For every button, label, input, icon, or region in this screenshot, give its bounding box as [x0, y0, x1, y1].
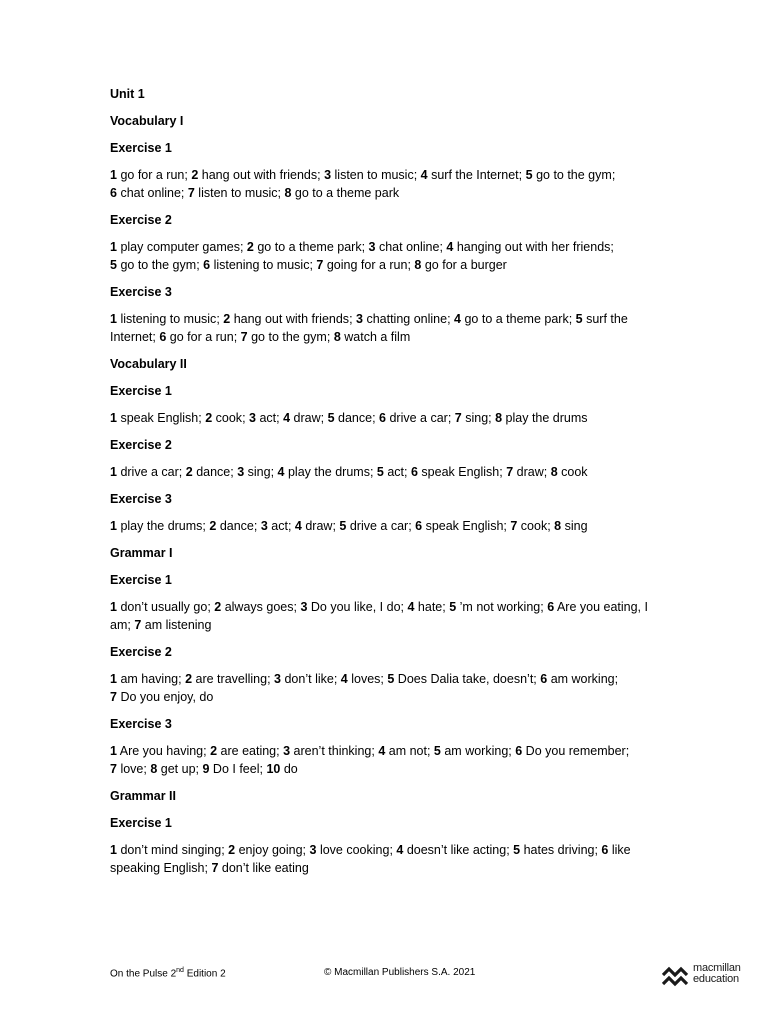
answer-number: 8: [333, 330, 341, 344]
section-heading: Exercise 3: [110, 285, 172, 299]
answer-text: play the drums: [505, 411, 588, 425]
macmillan-logo-icon: [662, 965, 690, 987]
answer-text: Do you remember: [525, 744, 626, 758]
answer-number: 6: [515, 744, 523, 758]
answer-text: draw: [516, 465, 544, 479]
answer-text: drive a car: [389, 411, 448, 425]
answer-list: 1 speak English; 2 cook; 3 act; 4 draw; 5 dance; 6 drive a car; 7 sing; 8 play the drums: [110, 411, 588, 425]
answer-text: Do you enjoy, do: [120, 690, 214, 704]
answer-text: speak English: [120, 411, 199, 425]
answer-number: 2: [223, 312, 231, 326]
answer-list: 1 go for a run; 2 hang out with friends; 3 listen to music; 4 surf the Internet; 5 go to the gym; 6 chat online; 7 listen to music; 8 go to a theme park: [110, 168, 616, 200]
answer-text: go to the gym: [251, 330, 327, 344]
answer-text: drive a car: [349, 519, 409, 533]
answer-text: cook: [561, 465, 588, 479]
answer-number: 4: [294, 519, 302, 533]
answer-text: don’t mind singing: [120, 843, 222, 857]
answer-number: 6: [601, 843, 609, 857]
answer-text: always goes: [224, 600, 294, 614]
answer-text: act: [271, 519, 288, 533]
answer-number: 7: [187, 186, 195, 200]
answer-number: 6: [110, 186, 117, 200]
answer-number: 3: [260, 519, 268, 533]
answer-text: surf the Internet: [431, 168, 519, 182]
answer-text: Are you having: [119, 744, 204, 758]
answer-text: sing: [564, 519, 588, 533]
answer-text: doesn’t like acting: [406, 843, 507, 857]
answer-list: 1 don’t mind singing; 2 enjoy going; 3 love cooking; 4 doesn’t like acting; 5 hates driving; 6 like speaking English; 7 don’t like eating: [110, 843, 631, 875]
answer-text: chat online: [378, 240, 440, 254]
answer-text: Do I feel: [212, 762, 260, 776]
answer-text: dance: [338, 411, 373, 425]
answer-list: 1 play computer games; 2 go to a theme park; 3 chat online; 4 hanging out with her friends; 5 go to the gym; 6 listening to music; 7 going for a run; 8 go for a burger: [110, 240, 614, 272]
answer-text: hates driving: [523, 843, 595, 857]
logo-line-1: macmillan: [693, 962, 741, 974]
answer-number: 3: [368, 240, 376, 254]
unit-title: Unit 1: [110, 87, 145, 101]
answer-number: 2: [246, 240, 254, 254]
answer-number: 9: [202, 762, 210, 776]
section-heading: Exercise 3: [110, 492, 172, 506]
answer-text: go to the gym: [536, 168, 612, 182]
section-heading: Grammar I: [110, 546, 173, 560]
answer-number: 4: [378, 744, 386, 758]
answer-number: 7: [454, 411, 462, 425]
answer-text: don’t like: [284, 672, 334, 686]
answer-list: 1 listening to music; 2 hang out with friends; 3 chatting online; 4 go to a theme park; 5 surf the Internet; 6 go for a run; 7 go to the gym; 8 watch a film: [110, 312, 628, 344]
answer-number: 4: [420, 168, 428, 182]
answer-number: 1: [110, 672, 117, 686]
answer-text: am working: [550, 672, 615, 686]
answer-list: 1 drive a car; 2 dance; 3 sing; 4 play the drums; 5 act; 6 speak English; 7 draw; 8 cook: [110, 465, 588, 479]
answer-text: do: [283, 762, 298, 776]
answer-text: enjoy going: [238, 843, 303, 857]
answer-number: 7: [110, 762, 117, 776]
answer-number: 1: [110, 168, 117, 182]
answer-number: 5: [525, 168, 533, 182]
answer-number: 3: [324, 168, 332, 182]
answer-number: 3: [283, 744, 291, 758]
answer-number: 1: [110, 411, 117, 425]
section-heading: Exercise 1: [110, 384, 172, 398]
answer-list: 1 don’t usually go; 2 always goes; 3 Do you like, I do; 4 hate; 5 ’m not working; 6 Are you eating, I am; 7 am listening: [110, 600, 648, 632]
answer-number: 8: [414, 258, 422, 272]
answer-number: 1: [110, 312, 117, 326]
answer-number: 6: [410, 465, 418, 479]
edition-superscript: nd: [176, 967, 184, 974]
book-title: On the Pulse 2: [110, 968, 177, 980]
answer-text: watch a film: [344, 330, 411, 344]
answer-text: Do you like, I do: [310, 600, 401, 614]
section-heading: Exercise 1: [110, 816, 172, 830]
answer-number: 4: [340, 672, 348, 686]
answer-text: get up: [160, 762, 196, 776]
answer-number: 3: [249, 411, 256, 425]
section-heading: Exercise 3: [110, 717, 172, 731]
answer-text: go to a theme park: [257, 240, 362, 254]
answer-number: 7: [134, 618, 142, 632]
answer-text: going for a run: [326, 258, 408, 272]
answer-text: cook: [215, 411, 243, 425]
answer-number: 6: [379, 411, 386, 425]
answer-text: act: [387, 465, 405, 479]
answer-number: 5: [339, 519, 347, 533]
answer-text: hanging out with her friends: [456, 240, 611, 254]
answer-text: chatting online: [366, 312, 448, 326]
logo-line-2: education: [693, 973, 739, 985]
answer-text: drive a car: [120, 465, 179, 479]
macmillan-logo: [662, 963, 752, 991]
answer-text: speak English: [425, 519, 504, 533]
section-heading: Exercise 1: [110, 573, 172, 587]
answer-number: 5: [110, 258, 117, 272]
answer-number: 3: [300, 600, 308, 614]
page-footer: [0, 963, 768, 993]
answer-list: 1 Are you having; 2 are eating; 3 aren’t thinking; 4 am not; 5 am working; 6 Do you remember; 7 love; 8 get up; 9 Do I feel; 10 do: [110, 744, 630, 776]
answer-number: 8: [284, 186, 292, 200]
answer-number: 2: [185, 672, 193, 686]
answer-text: love cooking: [319, 843, 390, 857]
answer-text: am listening: [144, 618, 212, 632]
answer-text: play the drums: [120, 519, 203, 533]
answer-number: 5: [433, 744, 441, 758]
answer-text: go for a run: [120, 168, 185, 182]
answer-sections: [110, 112, 670, 877]
answer-number: 7: [316, 258, 324, 272]
answer-text: go to a theme park: [294, 186, 400, 200]
answer-number: 4: [396, 843, 404, 857]
answer-number: 1: [110, 240, 117, 254]
answer-number: 5: [327, 411, 335, 425]
answer-text: cook: [520, 519, 548, 533]
answer-number: 1: [110, 465, 117, 479]
answer-number: 4: [277, 465, 285, 479]
logo-text: [693, 963, 741, 985]
answer-text: sing: [465, 411, 489, 425]
answer-text: surf the Internet: [110, 312, 628, 344]
answer-number: 1: [110, 744, 117, 758]
section-heading: Exercise 2: [110, 645, 172, 659]
answer-number: 7: [506, 465, 514, 479]
answer-text: don’t like eating: [221, 861, 309, 875]
answer-text: are travelling: [195, 672, 268, 686]
answer-text: Are you eating, I am: [110, 600, 648, 632]
answer-number: 6: [159, 330, 167, 344]
answer-text: hang out with friends: [201, 168, 318, 182]
answer-text: play the drums: [287, 465, 370, 479]
answer-number: 1: [110, 843, 117, 857]
answer-text: speak English: [421, 465, 500, 479]
section-heading: Grammar II: [110, 789, 177, 803]
answer-number: 2: [191, 168, 199, 182]
edition-text: Edition 2: [183, 968, 226, 980]
answer-number: 7: [240, 330, 248, 344]
answer-number: 6: [540, 672, 548, 686]
answer-text: listen to music: [334, 168, 414, 182]
answer-text: aren’t thinking: [293, 744, 372, 758]
footer-copyright: © Macmillan Publishers S.A. 2021: [324, 967, 476, 978]
answer-text: sing: [247, 465, 271, 479]
answer-number: 3: [274, 672, 281, 686]
section-heading: Exercise 2: [110, 438, 172, 452]
answer-text: hate: [417, 600, 443, 614]
answer-number: 6: [547, 600, 555, 614]
answer-text: dance: [196, 465, 231, 479]
answer-text: are eating: [220, 744, 277, 758]
answer-number: 7: [510, 519, 518, 533]
answer-text: go for a run: [169, 330, 234, 344]
answer-text: draw: [305, 519, 333, 533]
answer-text: hang out with friends: [233, 312, 350, 326]
answer-number: 2: [205, 411, 213, 425]
answer-text: am having: [120, 672, 179, 686]
answer-number: 10: [266, 762, 281, 776]
answer-text: listen to music: [198, 186, 278, 200]
answer-text: like speaking English: [110, 843, 631, 875]
answer-key-content: [110, 85, 670, 886]
answer-number: 3: [356, 312, 363, 326]
answer-number: 5: [376, 465, 384, 479]
answer-number: 5: [387, 672, 395, 686]
answer-text: go to a theme park: [464, 312, 569, 326]
answer-text: play computer games: [120, 240, 240, 254]
answer-number: 7: [110, 690, 117, 704]
answer-text: draw: [293, 411, 321, 425]
answer-number: 8: [554, 519, 562, 533]
answer-number: 3: [309, 843, 317, 857]
answer-number: 8: [150, 762, 158, 776]
answer-list: 1 play the drums; 2 dance; 3 act; 4 draw; 5 drive a car; 6 speak English; 7 cook; 8 sing: [110, 519, 588, 533]
answer-number: 3: [237, 465, 245, 479]
answer-text: am not: [388, 744, 427, 758]
answer-number: 1: [110, 519, 117, 533]
answer-text: love: [120, 762, 144, 776]
answer-text: am working: [444, 744, 509, 758]
answer-text: go to the gym: [120, 258, 197, 272]
footer-book-title: [110, 967, 226, 979]
answer-number: 2: [214, 600, 222, 614]
answer-number: 8: [550, 465, 558, 479]
answer-text: chat online: [120, 186, 181, 200]
answer-number: 5: [575, 312, 583, 326]
answer-text: listening to music: [120, 312, 217, 326]
answer-number: 2: [185, 465, 193, 479]
answer-text: ’m not working: [459, 600, 541, 614]
answer-number: 4: [454, 312, 461, 326]
section-heading: Vocabulary I: [110, 114, 184, 128]
answer-number: 4: [446, 240, 454, 254]
answer-number: 8: [495, 411, 503, 425]
answer-text: Does Dalia take, doesn’t: [397, 672, 534, 686]
answer-text: go for a burger: [424, 258, 507, 272]
answer-list: 1 am having; 2 are travelling; 3 don’t like; 4 loves; 5 Does Dalia take, doesn’t; 6 am working; 7 Do you enjoy, do: [110, 672, 619, 704]
answer-text: dance: [219, 519, 254, 533]
answer-number: 5: [449, 600, 457, 614]
answer-number: 4: [283, 411, 291, 425]
answer-text: don’t usually go: [120, 600, 208, 614]
answer-text: act: [259, 411, 277, 425]
answer-number: 2: [228, 843, 236, 857]
section-heading: Vocabulary II: [110, 357, 187, 371]
answer-number: 2: [210, 744, 218, 758]
answer-number: 6: [203, 258, 211, 272]
answer-number: 7: [211, 861, 219, 875]
section-heading: Exercise 2: [110, 213, 172, 227]
answer-text: loves: [351, 672, 381, 686]
section-heading: Exercise 1: [110, 141, 172, 155]
answer-number: 5: [513, 843, 521, 857]
answer-number: 4: [407, 600, 415, 614]
answer-number: 1: [110, 600, 117, 614]
answer-text: listening to music: [213, 258, 310, 272]
answer-number: 6: [415, 519, 423, 533]
answer-number: 2: [209, 519, 217, 533]
